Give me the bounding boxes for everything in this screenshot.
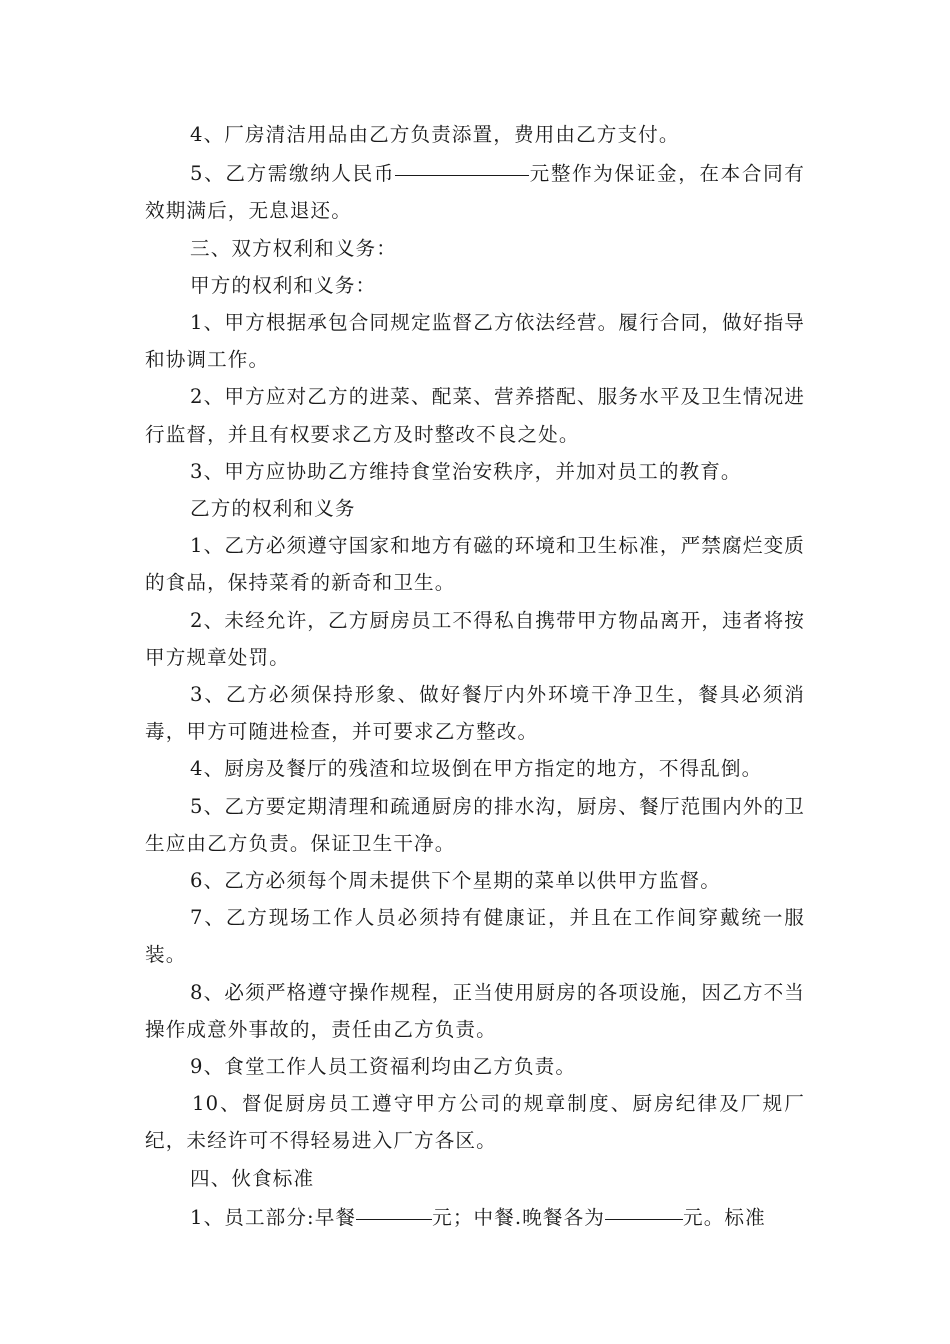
subheading-party-b: [145, 490, 805, 527]
paragraph-text: 元；中餐.晚餐各为: [432, 1205, 606, 1229]
paragraph-b-4: [145, 750, 805, 787]
paragraph-text: 1、员工部分:早餐: [190, 1205, 357, 1229]
subheading-party-a: [145, 267, 805, 304]
paragraph-text: 2、甲方应对乙方的进菜、配菜、营养搭配、服务水平及卫生情况进行监督，并且有权要求乙方及时整改不良之处。: [145, 385, 805, 446]
paragraph-text: 5、乙方要定期清理和疏通厨房的排水沟，厨房、餐厅范围内外的卫生应由乙方负责。保证卫生干净。: [145, 794, 805, 855]
paragraph-a-1: [145, 304, 805, 378]
paragraph-b-6: [145, 862, 805, 899]
paragraph-b-8: [145, 974, 805, 1048]
paragraph-text: 9、食堂工作人员工资福利均由乙方负责。: [190, 1055, 577, 1079]
deposit-amount-blank: [395, 149, 529, 176]
paragraph-b-5: [145, 788, 805, 862]
section-heading-meal-standard: [145, 1160, 805, 1197]
paragraph-a-3: [145, 453, 805, 490]
paragraph-b-2: [145, 602, 805, 676]
paragraph-deposit: [145, 153, 805, 229]
paragraph-text: 3、甲方应协助乙方维持食堂治安秩序，并加对员工的教育。: [190, 459, 742, 483]
paragraph-b-1: [145, 527, 805, 601]
subheading-text: 乙方的权利和义务: [190, 497, 356, 521]
section-heading-text: 三、双方权利和义务：: [190, 236, 397, 260]
paragraph-text: 7、乙方现场工作人员必须持有健康证，并且在工作间穿戴统一服装。: [145, 906, 805, 967]
paragraph-b-3: [145, 676, 805, 750]
subheading-text: 甲方的权利和义务：: [190, 273, 377, 297]
paragraph-b-7: [145, 899, 805, 973]
paragraph-text: 元。标准: [683, 1205, 766, 1229]
paragraph-meal-1: [145, 1197, 805, 1236]
paragraph-b-10: [145, 1085, 805, 1159]
paragraph-text: 3、乙方必须保持形象、做好餐厅内外环境干净卫生，餐具必须消毒，甲方可随进检查，并可要求乙方整改。: [145, 683, 805, 744]
paragraph-text: 4、厂房清洁用品由乙方负责添置，费用由乙方支付。: [190, 123, 680, 146]
paragraph-text: 10、督促厨房员工遵守甲方公司的规章制度、厨房纪律及厂规厂纪，未经许可不得轻易进入厂方各区。: [145, 1092, 805, 1153]
paragraph-cleaning-supplies: [145, 116, 805, 153]
paragraph-text: 1、乙方必须遵守国家和地方有磁的环境和卫生标准，严禁腐烂变质的食品，保持菜肴的新奇和卫生。: [145, 534, 805, 595]
paragraph-a-2: [145, 378, 805, 452]
paragraph-text: 6、乙方必须每个周未提供下个星期的菜单以供甲方监督。: [190, 869, 721, 893]
paragraph-text: 8、必须严格遵守操作规程，正当使用厨房的各项设施，因乙方不当操作成意外事故的，责任由乙方负责。: [145, 980, 805, 1041]
document-page: [145, 116, 805, 1236]
paragraph-text: 5、乙方需缴纳人民币: [190, 162, 396, 186]
section-heading-text: 四、伙食标准: [190, 1166, 315, 1190]
lunch-dinner-amount-blank: [605, 1193, 683, 1220]
paragraph-text: 1、甲方根据承包合同规定监督乙方依法经营。履行合同，做好指导和协调工作。: [145, 311, 805, 372]
paragraph-text: 4、厨房及餐厅的残渣和垃圾倒在甲方指定的地方，不得乱倒。: [190, 757, 763, 781]
breakfast-amount-blank: [356, 1193, 432, 1220]
section-heading-rights: [145, 230, 805, 267]
paragraph-b-9: [145, 1048, 805, 1085]
paragraph-text: 2、未经允许，乙方厨房员工不得私自携带甲方物品离开，违者将按甲方规章处罚。: [145, 608, 805, 669]
paragraph-text: 元整作为保证金，在本合同有效期满后，无息退还。: [145, 162, 805, 223]
